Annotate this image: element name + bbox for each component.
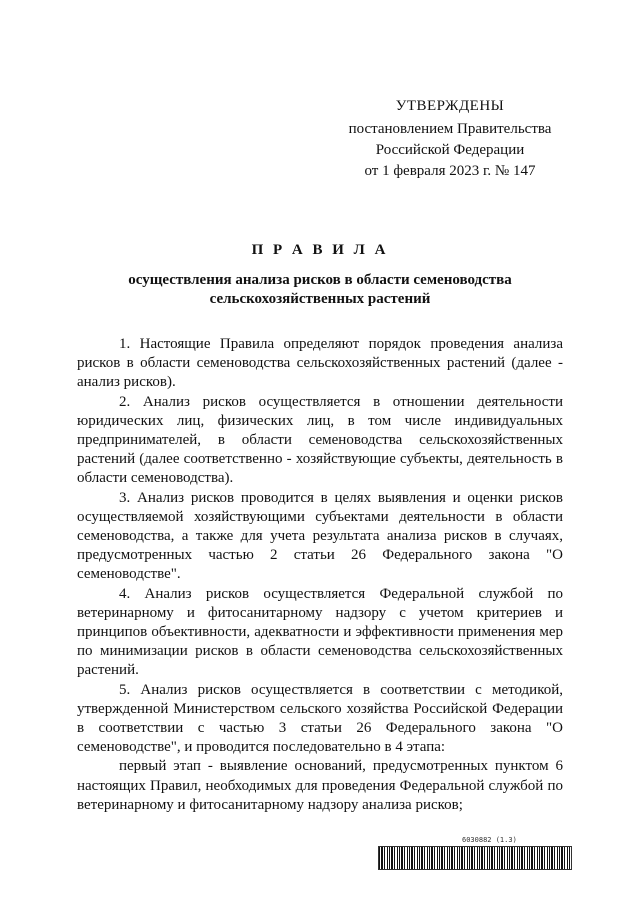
document-body [77, 335, 563, 815]
document-code: 6030882 (1.3) [462, 836, 517, 844]
approval-line-3: от 1 февраля 2023 г. № 147 [364, 163, 536, 179]
approval-block [330, 96, 570, 182]
document-subtitle [90, 271, 550, 309]
approval-heading: УТВЕРЖДЕНЫ [395, 98, 505, 114]
paragraph-6: первый этап - выявление оснований, предусмотренных пунктом 6 настоящих Правил, необходимых для проведения Федеральной службой по ветеринарному и фитосанитарному надзору анализа рисков; [77, 758, 563, 813]
paragraph-5: 5. Анализ рисков осуществляется в соответствии с методикой, утвержденной Министерством сельского хозяйства Российской Федерации в соответствии с частью 3 статьи 26 Федерального закона "О семеноводстве", и проводится последовательно в 4 этапа: [77, 681, 563, 756]
paragraph-3: 3. Анализ рисков проводится в целях выявления и оценки рисков осуществляемой хозяйствующими субъектами деятельности в области семеноводства, а также для учета результата анализа рисков в случаях, предусмотренных частью 2 статьи 26 Федерального закона "О семеноводстве". [77, 489, 563, 583]
barcode-icon [378, 846, 572, 870]
document-title: П Р А В И Л А [251, 242, 389, 258]
approval-line-2: Российской Федерации [375, 142, 525, 158]
paragraph-4: 4. Анализ рисков осуществляется Федеральной службой по ветеринарному и фитосанитарному надзору с учетом критериев и принципов объективности, адекватности и эффективности применения мер по минимизации рисков в области семеноводства сельскохозяйственных растений. [77, 585, 563, 679]
paragraph-2: 2. Анализ рисков осуществляется в отношении деятельности юридических лиц, физических лиц, в том числе индивидуальных предпринимателей, в области семеноводства сельскохозяйственных растений (далее соответственно - хозяйствующие субъекты, деятельность в области семеноводства). [77, 393, 563, 487]
paragraph-1: 1. Настоящие Правила определяют порядок проведения анализа рисков в области семеноводства сельскохозяйственных растений (далее - анализ рисков). [77, 336, 563, 391]
subtitle-line-1: осуществления анализа рисков в области семеноводства [128, 272, 512, 288]
subtitle-line-2: сельскохозяйственных растений [209, 291, 431, 307]
approval-line-1: постановлением Правительства [348, 121, 552, 137]
